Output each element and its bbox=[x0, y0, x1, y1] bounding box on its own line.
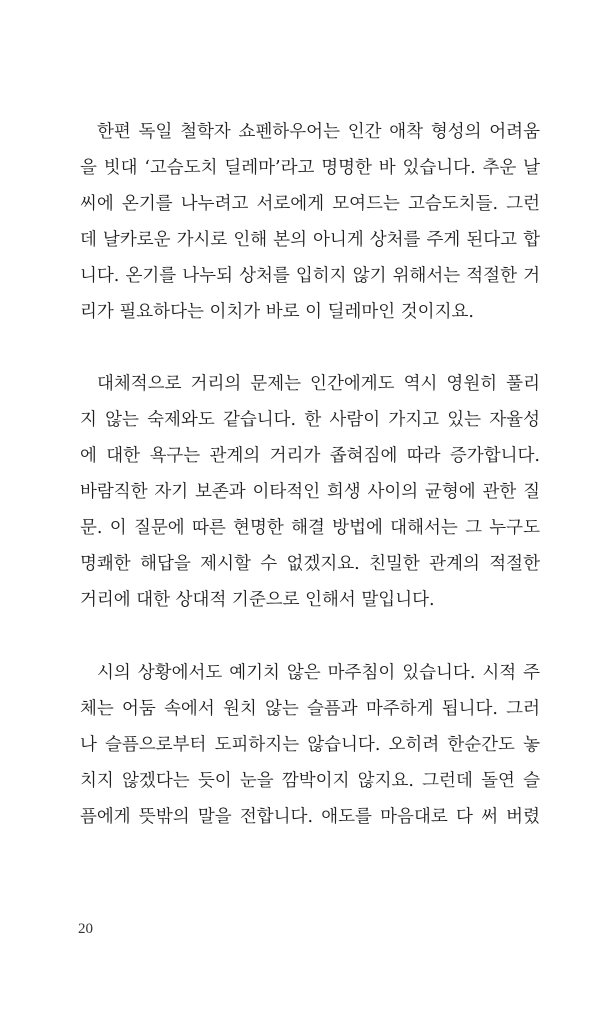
paragraph-line: 지 않는 숙제와도 같습니다. 한 사람이 가지고 있는 자율성 bbox=[80, 410, 540, 430]
paragraph-line: 치지 않겠다는 듯이 눈을 깜박이지 않지요. 그런데 돌연 슬 bbox=[80, 771, 540, 791]
paragraph-2 bbox=[80, 366, 540, 618]
paragraph-line: 을 빗대 ‘고슴도치 딜레마’라고 명명한 바 있습니다. 추운 날 bbox=[80, 158, 540, 178]
page-number: 20 bbox=[78, 921, 93, 937]
paragraph-line: 데 날카로운 가시로 인해 본의 아니게 상처를 주게 된다고 합 bbox=[80, 230, 540, 250]
paragraph-line: 대체적으로 거리의 문제는 인간에게도 역시 영원히 풀리 bbox=[97, 374, 540, 394]
paragraph-line: 시의 상황에서도 예기치 않은 마주침이 있습니다. 시적 주 bbox=[97, 663, 540, 683]
paragraph-line: 한편 독일 철학자 쇼펜하우어는 인간 애착 형성의 어려움 bbox=[97, 122, 540, 142]
paragraph-line: 바람직한 자기 보존과 이타적인 희생 사이의 균형에 관한 질 bbox=[80, 482, 540, 502]
paragraph-3 bbox=[80, 655, 540, 835]
paragraph-line: 니다. 온기를 나누되 상처를 입히지 않기 위해서는 적절한 거 bbox=[80, 266, 540, 286]
paragraph-1 bbox=[80, 114, 540, 330]
paragraph-line: 에 대한 욕구는 관계의 거리가 좁혀짐에 따라 증가합니다. bbox=[80, 446, 540, 466]
paragraph-line: 거리에 대한 상대적 기준으로 인해서 말입니다. bbox=[80, 590, 435, 610]
paragraph-line: 체는 어둠 속에서 원치 않는 슬픔과 마주하게 됩니다. 그러 bbox=[80, 699, 540, 719]
paragraph-line: 픔에게 뜻밖의 말을 전합니다. 애도를 마음대로 다 써 버렸 bbox=[80, 807, 540, 827]
paragraph-line: 문. 이 질문에 따른 현명한 해결 방법에 대해서는 그 누구도 bbox=[80, 518, 540, 538]
paragraph-line: 리가 필요하다는 이치가 바로 이 딜레마인 것이지요. bbox=[80, 302, 474, 322]
paragraph-line: 씨에 온기를 나누려고 서로에게 모여드는 고슴도치들. 그런 bbox=[80, 194, 540, 214]
paragraph-line: 명쾌한 해답을 제시할 수 없겠지요. 친밀한 관계의 적절한 bbox=[80, 554, 540, 574]
paragraph-line: 나 슬픔으로부터 도피하지는 않습니다. 오히려 한순간도 놓 bbox=[80, 735, 540, 755]
